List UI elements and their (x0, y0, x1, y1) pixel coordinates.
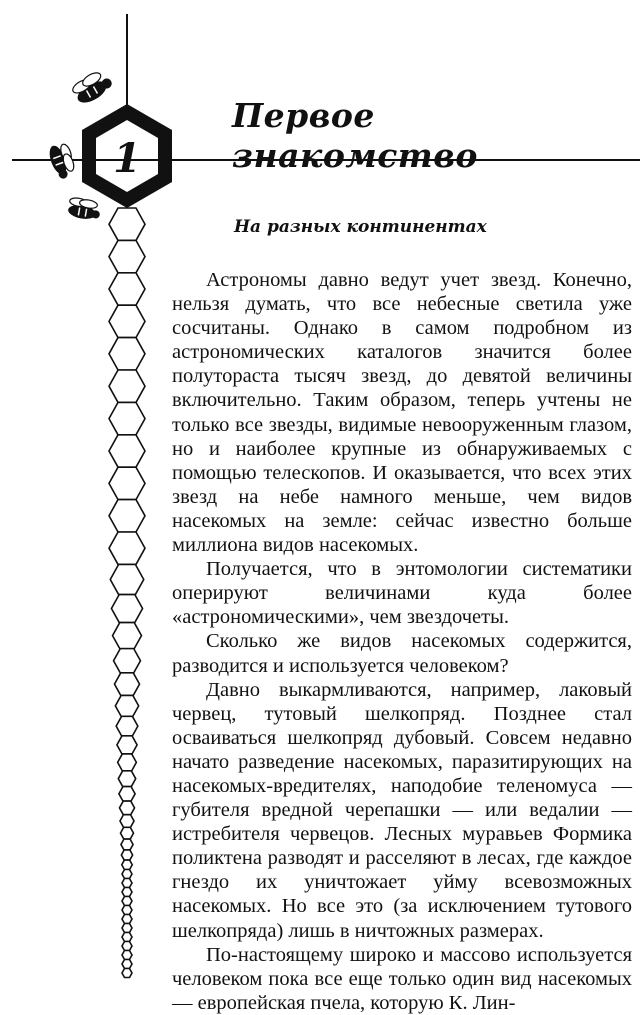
honeycomb-cell (122, 879, 132, 888)
honeycomb-cell (109, 208, 145, 240)
honeycomb-cell (118, 754, 137, 771)
chapter-number: 1 (113, 135, 141, 182)
paragraph: Получается, что в энтомологии систематики оперируют величинами куда более «астрономическими», чем звездочеты. (172, 558, 632, 629)
honeycomb-cell (109, 370, 145, 402)
honeycomb-cell (111, 595, 142, 623)
honeycomb-cell (122, 870, 132, 879)
honeycomb-cell (119, 787, 135, 802)
honeycomb-cell (122, 942, 132, 951)
paragraph: Астрономы давно ведут учет звезд. Конечно, нельзя думать, что все небесные светила уже сосчитаны. Однако в самом подробном из астрономических каталогов значится более полутораста тысяч звезд, до девятой величины включительно. Таким образом, теперь учтены не только все звезды, видимые невооруженным глазом, но и наиболее крупные из обнаруживаемых с помощью телескопов. И оказывается, что всех этих звезд на небе намного меньше, чем видов насекомых на земле: сейчас известно больше миллиона видов насекомых. (172, 269, 632, 557)
honeycomb-cell (109, 435, 145, 467)
honeycomb-cell (120, 827, 133, 839)
honeycomb-cell (122, 924, 132, 933)
honeycomb-cell (122, 951, 132, 960)
honeycomb-cell (109, 305, 145, 337)
honeycomb-cell (109, 338, 145, 370)
body-text (172, 268, 632, 1015)
bee-icon (70, 67, 115, 107)
honeycomb-column (109, 208, 145, 978)
honeycomb-cell (110, 564, 143, 594)
honeycomb-cell (118, 771, 135, 787)
honeycomb-cell (122, 933, 132, 942)
honeycomb-cell (109, 467, 145, 499)
honeycomb-cell (122, 888, 132, 897)
honeycomb-cell (116, 716, 138, 735)
honeycomb-cell (115, 695, 138, 716)
honeycomb-cell (122, 960, 132, 969)
honeycomb-cell (119, 801, 134, 815)
honeycomb-cell (109, 500, 145, 532)
honeycomb-cell (120, 815, 134, 828)
paragraph: Сколько же видов насекомых содержится, разводится и используется человеком? (172, 630, 632, 677)
honeycomb-cell (109, 273, 145, 305)
honeycomb-cell (122, 915, 132, 924)
honeycomb-cell (109, 402, 145, 434)
paragraph: По-настоящему широко и массово используется человеком пока все еще только один вид насекомых — европейская пчела, которую К. Лин- (172, 943, 632, 1014)
honeycomb-cell (121, 839, 133, 850)
honeycomb-cell (122, 906, 132, 915)
honeycomb-cell (117, 736, 137, 754)
honeycomb-cell (122, 897, 132, 906)
honeycomb-cell (114, 649, 141, 673)
honeycomb-cell (113, 623, 142, 649)
honeycomb-cell (109, 532, 145, 564)
honeycomb-cell (121, 850, 132, 860)
honeycomb-cell (109, 240, 145, 272)
bee-icon (67, 197, 102, 222)
honeycomb-cell (114, 673, 139, 696)
paragraph: Давно выкармливаются, например, лаковый червец, тутовый шелкопряд. Позднее стал осваиваться шелкопряд дубовый. Совсем недавно начато разведение насекомых, паразитирующих на насекомых-вредителях, наподобие теленомуса — губителя вредной черепашки — или ведалии — истребителя червецов. Лесных муравьев Формика поликтена разводят и расселяют в лесах, где каждое гнездо их уничтожает уйму всевозможных насекомых. Но все это (за исключением тутового шелкопряда) лишь в ничтожных размерах. (172, 678, 632, 942)
honeycomb-cell (122, 969, 132, 978)
section-title: На разных континентах (234, 217, 487, 237)
chapter-title: Первое знакомство (232, 96, 478, 175)
honeycomb-cell (122, 860, 132, 869)
